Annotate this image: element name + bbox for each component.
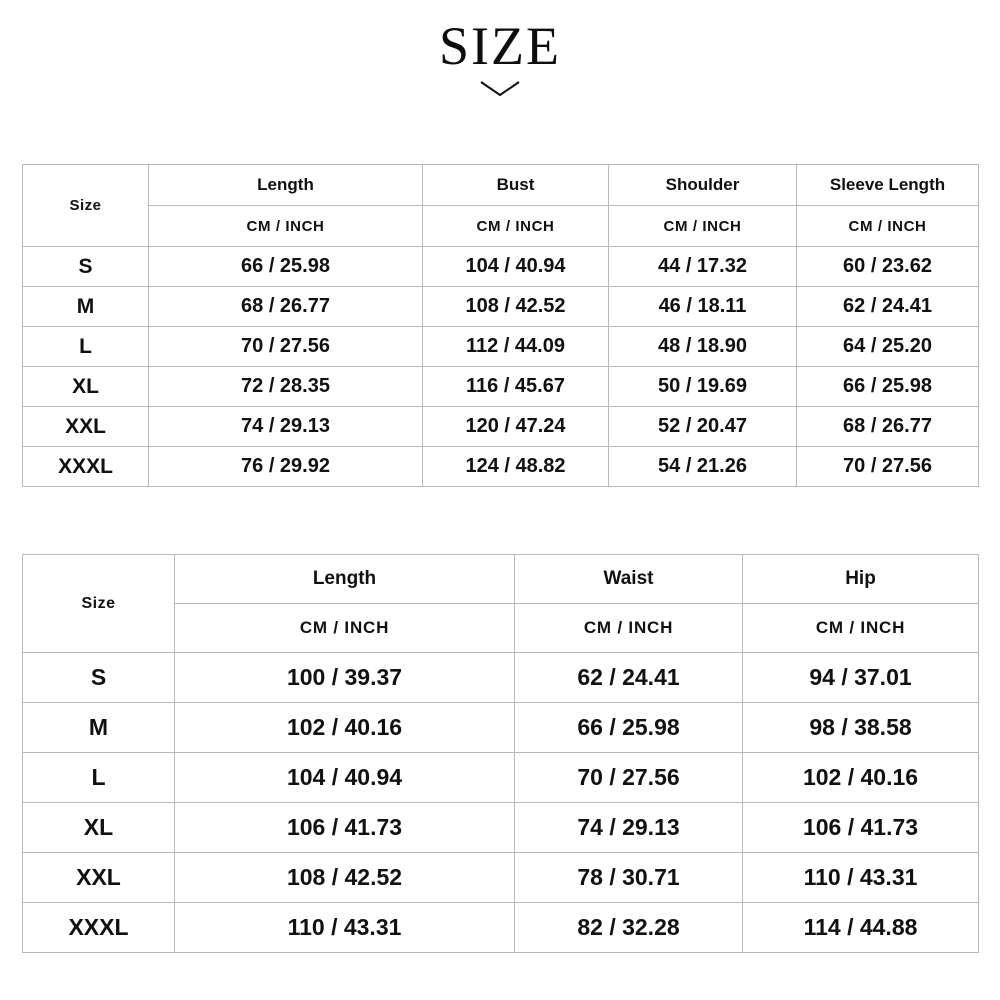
table-row bbox=[23, 247, 979, 287]
row-size-label: S bbox=[23, 247, 149, 287]
cell-shoulder: 52 / 20.47 bbox=[609, 407, 797, 447]
column-header-length: Length bbox=[149, 165, 423, 206]
cell-waist: 74 / 29.13 bbox=[515, 803, 743, 853]
bottom-size-chart-table bbox=[22, 554, 979, 953]
cell-length: 108 / 42.52 bbox=[175, 853, 515, 903]
cell-waist: 66 / 25.98 bbox=[515, 703, 743, 753]
size-column-header: Size bbox=[23, 165, 149, 247]
chevron-down-icon bbox=[0, 79, 1000, 99]
unit-header-shoulder: CM / INCH bbox=[609, 206, 797, 247]
cell-shoulder: 46 / 18.11 bbox=[609, 287, 797, 327]
column-header-sleeve-length: Sleeve Length bbox=[797, 165, 979, 206]
unit-header-waist: CM / INCH bbox=[515, 604, 743, 653]
table-row bbox=[23, 853, 979, 903]
table-row bbox=[23, 447, 979, 487]
column-header-shoulder: Shoulder bbox=[609, 165, 797, 206]
top-size-chart-wrapper bbox=[22, 164, 978, 487]
table-row bbox=[23, 407, 979, 447]
cell-length: 74 / 29.13 bbox=[149, 407, 423, 447]
cell-length: 66 / 25.98 bbox=[149, 247, 423, 287]
cell-waist: 62 / 24.41 bbox=[515, 653, 743, 703]
table-header-row bbox=[23, 165, 979, 206]
cell-sleeve-length: 64 / 25.20 bbox=[797, 327, 979, 367]
cell-bust: 116 / 45.67 bbox=[423, 367, 609, 407]
unit-header-length: CM / INCH bbox=[175, 604, 515, 653]
row-size-label: XL bbox=[23, 367, 149, 407]
column-header-bust: Bust bbox=[423, 165, 609, 206]
table-row bbox=[23, 753, 979, 803]
cell-waist: 82 / 32.28 bbox=[515, 903, 743, 953]
cell-length: 76 / 29.92 bbox=[149, 447, 423, 487]
top-size-chart-table bbox=[22, 164, 979, 487]
table-unit-row bbox=[23, 206, 979, 247]
row-size-label: S bbox=[23, 653, 175, 703]
unit-header-bust: CM / INCH bbox=[423, 206, 609, 247]
cell-sleeve-length: 70 / 27.56 bbox=[797, 447, 979, 487]
table-header-row bbox=[23, 555, 979, 604]
cell-bust: 124 / 48.82 bbox=[423, 447, 609, 487]
unit-header-sleeve-length: CM / INCH bbox=[797, 206, 979, 247]
row-size-label: M bbox=[23, 287, 149, 327]
column-header-hip: Hip bbox=[743, 555, 979, 604]
cell-hip: 98 / 38.58 bbox=[743, 703, 979, 753]
table-row bbox=[23, 703, 979, 753]
cell-shoulder: 44 / 17.32 bbox=[609, 247, 797, 287]
cell-length: 102 / 40.16 bbox=[175, 703, 515, 753]
cell-waist: 78 / 30.71 bbox=[515, 853, 743, 903]
cell-bust: 104 / 40.94 bbox=[423, 247, 609, 287]
cell-sleeve-length: 66 / 25.98 bbox=[797, 367, 979, 407]
cell-hip: 114 / 44.88 bbox=[743, 903, 979, 953]
cell-shoulder: 48 / 18.90 bbox=[609, 327, 797, 367]
row-size-label: XXL bbox=[23, 407, 149, 447]
row-size-label: XXXL bbox=[23, 903, 175, 953]
cell-sleeve-length: 62 / 24.41 bbox=[797, 287, 979, 327]
cell-hip: 94 / 37.01 bbox=[743, 653, 979, 703]
column-header-length: Length bbox=[175, 555, 515, 604]
unit-header-hip: CM / INCH bbox=[743, 604, 979, 653]
row-size-label: L bbox=[23, 327, 149, 367]
row-size-label: XXL bbox=[23, 853, 175, 903]
page-title: SIZE bbox=[439, 16, 561, 76]
bottom-size-chart-wrapper bbox=[22, 554, 978, 953]
row-size-label: L bbox=[23, 753, 175, 803]
table-row bbox=[23, 367, 979, 407]
cell-length: 72 / 28.35 bbox=[149, 367, 423, 407]
cell-length: 100 / 39.37 bbox=[175, 653, 515, 703]
table-row bbox=[23, 327, 979, 367]
cell-hip: 106 / 41.73 bbox=[743, 803, 979, 853]
page-title-block bbox=[0, 0, 1000, 99]
table-row bbox=[23, 287, 979, 327]
column-header-waist: Waist bbox=[515, 555, 743, 604]
cell-bust: 108 / 42.52 bbox=[423, 287, 609, 327]
cell-length: 104 / 40.94 bbox=[175, 753, 515, 803]
table-row bbox=[23, 803, 979, 853]
cell-sleeve-length: 60 / 23.62 bbox=[797, 247, 979, 287]
cell-length: 68 / 26.77 bbox=[149, 287, 423, 327]
cell-shoulder: 54 / 21.26 bbox=[609, 447, 797, 487]
row-size-label: M bbox=[23, 703, 175, 753]
cell-waist: 70 / 27.56 bbox=[515, 753, 743, 803]
cell-length: 110 / 43.31 bbox=[175, 903, 515, 953]
cell-length: 106 / 41.73 bbox=[175, 803, 515, 853]
unit-header-length: CM / INCH bbox=[149, 206, 423, 247]
cell-length: 70 / 27.56 bbox=[149, 327, 423, 367]
size-column-header: Size bbox=[23, 555, 175, 653]
table-row bbox=[23, 653, 979, 703]
cell-shoulder: 50 / 19.69 bbox=[609, 367, 797, 407]
row-size-label: XXXL bbox=[23, 447, 149, 487]
row-size-label: XL bbox=[23, 803, 175, 853]
cell-hip: 102 / 40.16 bbox=[743, 753, 979, 803]
cell-bust: 112 / 44.09 bbox=[423, 327, 609, 367]
cell-hip: 110 / 43.31 bbox=[743, 853, 979, 903]
cell-sleeve-length: 68 / 26.77 bbox=[797, 407, 979, 447]
cell-bust: 120 / 47.24 bbox=[423, 407, 609, 447]
table-row bbox=[23, 903, 979, 953]
